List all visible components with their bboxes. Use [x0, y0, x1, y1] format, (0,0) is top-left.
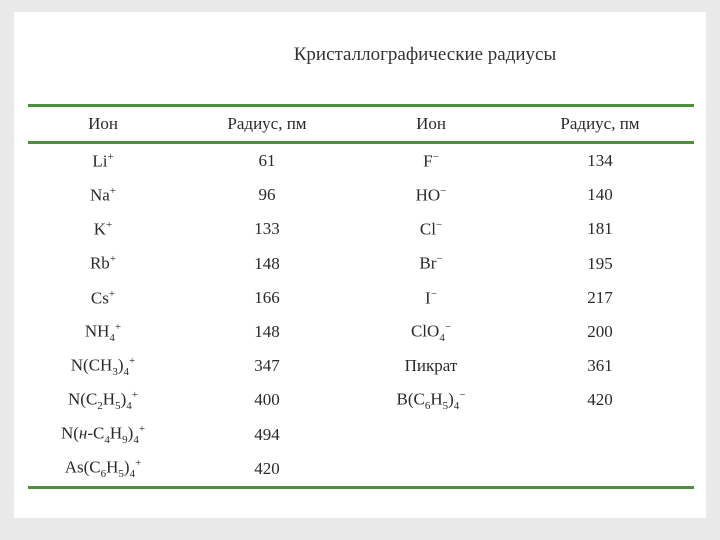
formula-text: Br: [419, 253, 437, 273]
ion-cell: [356, 418, 506, 452]
formula-text: N(CH: [70, 355, 113, 375]
ion-cell: [28, 143, 178, 179]
ion-cell: [356, 143, 506, 179]
charge-superscript: −: [432, 150, 439, 163]
formula-text: Cl: [419, 219, 436, 239]
formula-text: ClO: [410, 321, 440, 341]
subscript-count: 4: [123, 365, 129, 378]
formula-text: Пикрат: [404, 356, 458, 376]
formula-text: I: [425, 288, 431, 308]
formula-text: N(: [60, 423, 79, 443]
ion-cell: [356, 383, 506, 417]
ion-cell: [28, 452, 178, 488]
subscript-count: 4: [104, 434, 110, 447]
formula-text: -C: [87, 423, 105, 443]
ion-cell: [356, 315, 506, 349]
radius-cell: 140: [587, 185, 613, 205]
ion-cell: [356, 349, 506, 383]
charge-superscript: −: [440, 184, 447, 197]
charge-superscript: +: [109, 253, 117, 266]
column-header: Ион: [28, 106, 178, 143]
table-row: [28, 281, 694, 315]
subscript-count: 4: [439, 331, 445, 344]
subscript-count: 5: [115, 399, 121, 412]
radius-cell: 400: [254, 390, 280, 410]
radius-cell: 181: [587, 219, 613, 239]
radius-cell: [506, 452, 694, 488]
ion-cell: [356, 178, 506, 212]
subscript-count: 4: [453, 399, 460, 412]
radius-cell: 200: [587, 322, 613, 342]
ion-cell: [28, 281, 178, 315]
subscript-count: 4: [133, 434, 139, 447]
table-row: [28, 212, 694, 246]
charge-superscript: −: [435, 219, 443, 232]
charge-superscript: +: [109, 184, 117, 197]
formula-text: ): [120, 389, 127, 409]
radius-cell: 420: [587, 390, 613, 410]
formula-text: H: [430, 389, 443, 409]
radius-cell: 195: [587, 253, 613, 273]
radius-cell: 420: [178, 452, 356, 488]
table-row: [28, 452, 694, 488]
table-row: [28, 349, 694, 383]
subscript-count: 9: [122, 434, 128, 447]
ion-cell: [28, 178, 178, 212]
formula-text: ): [448, 389, 454, 409]
slide: [14, 12, 706, 518]
charge-superscript: +: [107, 150, 114, 163]
table-body: [28, 143, 694, 488]
subscript-count: 2: [97, 399, 103, 412]
charge-superscript: +: [106, 219, 113, 232]
formula-text: ): [117, 355, 124, 375]
formula-text: Cs: [90, 288, 109, 308]
subscript-count: 4: [109, 331, 115, 344]
subscript-count: 5: [118, 468, 124, 481]
formula-text: K: [93, 219, 107, 239]
charge-superscript: +: [131, 388, 138, 401]
table-row: [28, 418, 694, 452]
radius-cell: 61: [258, 151, 276, 171]
formula-text: Na: [89, 185, 110, 205]
table-row: [28, 383, 694, 417]
charge-superscript: +: [138, 423, 146, 436]
charge-superscript: +: [129, 354, 136, 367]
formula-text: H: [106, 457, 119, 477]
ion-cell: [28, 418, 178, 452]
radius-cell: 133: [254, 219, 280, 239]
ion-cell: [356, 212, 506, 246]
ion-cell: [356, 452, 506, 488]
subscript-count: 4: [126, 399, 132, 412]
ion-cell: [28, 315, 178, 349]
table-row: [28, 143, 694, 179]
formula-italic: н: [78, 423, 88, 443]
radius-cell: 148: [254, 322, 280, 342]
ion-cell: [28, 383, 178, 417]
charge-superscript: +: [135, 457, 142, 470]
formula-text: HO: [415, 185, 441, 205]
radius-cell: 96: [258, 185, 276, 205]
formula-text: H: [102, 389, 116, 409]
table-row: [28, 247, 694, 281]
ion-cell: [356, 281, 506, 315]
formula-text: N(C: [68, 389, 98, 409]
table-row: [28, 315, 694, 349]
formula-text: Rb: [89, 253, 110, 273]
ion-cell: [356, 247, 506, 281]
ionic-radii-table: [28, 104, 694, 489]
radius-cell: 347: [254, 356, 280, 376]
charge-superscript: −: [430, 287, 437, 300]
column-header: Ион: [356, 106, 506, 143]
formula-text: B(C: [396, 389, 425, 409]
subscript-count: 3: [112, 365, 118, 378]
subscript-count: 4: [129, 468, 136, 481]
charge-superscript: −: [444, 320, 452, 333]
formula-text: ): [127, 423, 134, 443]
charge-superscript: −: [436, 253, 443, 266]
radius-cell: 494: [254, 424, 280, 444]
radius-cell: 134: [587, 151, 613, 171]
table-row: [28, 178, 694, 212]
column-header: Радиус, пм: [178, 106, 356, 143]
formula-text: F: [423, 151, 433, 171]
table-header-row: [28, 106, 694, 143]
subscript-count: 5: [442, 399, 449, 412]
page-title: Кристаллографические радиусы: [293, 44, 557, 65]
subscript-count: 6: [100, 468, 107, 481]
formula-text: Li: [92, 151, 108, 171]
formula-text: ): [123, 457, 130, 477]
radius-cell: 217: [587, 287, 613, 307]
radius-cell: 148: [254, 253, 280, 273]
formula-text: As(C: [64, 457, 101, 477]
formula-text: H: [109, 423, 123, 443]
charge-superscript: −: [459, 388, 466, 401]
subscript-count: 6: [424, 399, 431, 412]
charge-superscript: +: [108, 287, 116, 300]
radius-cell: 361: [587, 356, 613, 376]
radius-cell: 166: [254, 287, 280, 307]
charge-superscript: +: [114, 320, 122, 333]
radius-cell: [506, 418, 694, 452]
ion-cell: [28, 212, 178, 246]
ion-cell: [28, 247, 178, 281]
formula-text: NH: [84, 321, 110, 341]
column-header: Радиус, пм: [506, 106, 694, 143]
ion-cell: [28, 349, 178, 383]
